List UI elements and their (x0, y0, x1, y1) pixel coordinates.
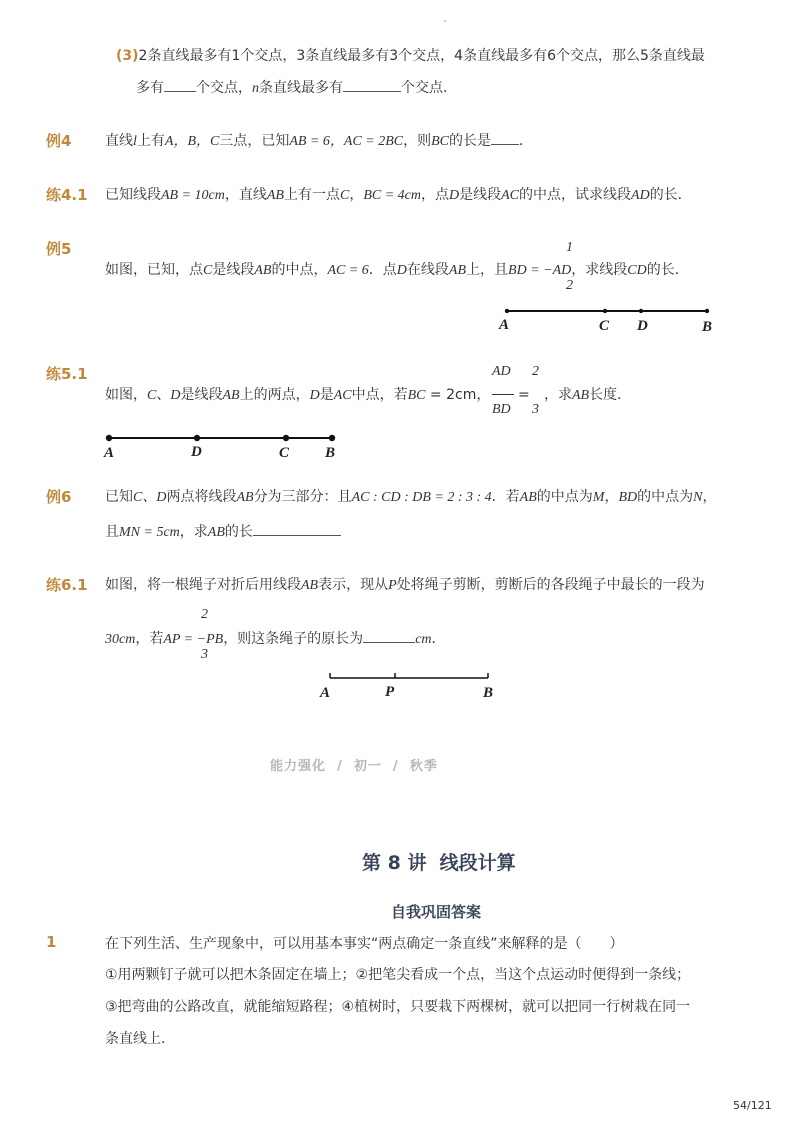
problem-3-line1 (116, 46, 705, 66)
text: 上的两点， (239, 387, 310, 403)
question-1-line4: 条直线上． (105, 1031, 175, 1047)
text: ．点 (368, 262, 397, 278)
question-1-number: 1 (46, 933, 57, 951)
point-d (639, 309, 643, 313)
math: 30cm (105, 632, 136, 647)
text: 如图， (105, 387, 147, 403)
practice-5-1-text-a (105, 385, 490, 406)
math: BD = −AD (508, 263, 572, 278)
example-4-label: 例4 (46, 132, 72, 150)
text: ． (519, 133, 534, 149)
math: D (170, 388, 181, 403)
math: AB (448, 263, 467, 278)
math: M (592, 490, 605, 505)
practice-5-1-label: 练5.1 (46, 365, 88, 383)
answer-blank[interactable] (491, 144, 519, 145)
math: AC (333, 388, 352, 403)
fraction-bar (492, 394, 514, 395)
math: C (203, 263, 213, 278)
math: C、D (133, 490, 167, 505)
text: 上有一点 (283, 187, 340, 203)
point-b (329, 435, 335, 441)
math: AB (222, 388, 240, 403)
label-p: P (385, 684, 395, 700)
example-5-figure (495, 300, 725, 336)
label-b: B (325, 445, 336, 461)
question-1-line2: ①用两颗钉子就可以把木条固定在墙上；②把笔尖看成一个点，当这个点运动时便得到一条线； (105, 967, 691, 983)
math: D (449, 188, 460, 203)
text: 中点，若 (351, 387, 408, 403)
math: AB (572, 388, 590, 403)
math: BC (407, 388, 426, 403)
math: AB = 6，AC = 2BC (289, 134, 404, 149)
point-d (194, 435, 200, 441)
text: ，求 (179, 524, 208, 540)
math: AB (266, 188, 284, 203)
text: 是线段 (180, 387, 223, 403)
math: AB (254, 263, 272, 278)
math: AD (631, 188, 650, 203)
question-1-line3: ③把弯曲的公路改直，就能缩短路程；④植树时，只要栽下两棵树，就可以把同一行树栽在同一 (105, 999, 691, 1015)
text: 且 (105, 524, 119, 540)
text: 在线段 (406, 262, 449, 278)
label-a: A (104, 445, 115, 461)
text: ，点 (421, 187, 449, 203)
math: AC : CD : DB = 2 : 3 : 4 (351, 490, 492, 505)
fraction-2-den: 3 (532, 402, 539, 417)
example-5-label: 例5 (46, 240, 72, 258)
example-4-text (105, 131, 533, 152)
answer-blank[interactable] (363, 642, 415, 643)
answer-blank[interactable] (253, 535, 341, 536)
answer-blank[interactable] (164, 91, 196, 92)
math: AB (301, 578, 319, 593)
text: 两点将线段 (166, 489, 237, 505)
text: 处将绳子剪断，剪断后的各段绳子中最长的一段为 (396, 577, 705, 593)
problem-3-number: (3) (116, 48, 139, 64)
point-c (283, 435, 289, 441)
practice-6-1-line1 (105, 575, 705, 596)
example-6-line2 (105, 522, 341, 543)
example-6-label: 例6 (46, 488, 72, 506)
point-a (505, 309, 509, 313)
math: P (388, 578, 397, 593)
fraction-denominator: 2 (566, 278, 573, 293)
problem-3-line2 (136, 78, 457, 99)
text: 条直线最多有 (259, 80, 343, 96)
question-1-line1: 在下列生活、生产现象中，可以用基本事实“两点确定一条直线”来解释的是（ ） (105, 936, 624, 952)
text: ，直线 (224, 187, 267, 203)
point-c (603, 309, 607, 313)
text: 个交点． (401, 80, 457, 96)
math: AB (519, 490, 537, 505)
math: cm (415, 632, 432, 647)
text: 已知线段 (105, 187, 161, 203)
text: 长度． (589, 387, 632, 403)
text: ，则这条绳子的原长为 (223, 631, 364, 647)
fraction-2-num: 2 (532, 364, 539, 379)
problem-3-text: 2条直线最多有1个交点，3条直线最多有3个交点，4条直线最多有6个交点，那么5条直线最 (138, 48, 705, 64)
text: 多有 (136, 80, 164, 96)
practice-6-1-figure (318, 668, 498, 702)
top-mark: - (443, 14, 447, 27)
label-c: C (279, 445, 290, 461)
text: 是线段 (459, 187, 502, 203)
text: 如图，将一根绳子对折后用线段 (105, 577, 301, 593)
point-b (705, 309, 709, 313)
text: 上，且 (466, 262, 509, 278)
practice-6-1-label: 练6.1 (46, 576, 88, 594)
label-a: A (320, 685, 331, 701)
text: ，求 (544, 387, 572, 403)
text: 是 (319, 387, 334, 403)
example-5-text (105, 260, 689, 281)
math: AB = 10cm (161, 188, 225, 203)
fraction-bd: BD (492, 402, 511, 417)
text: 的长是 (449, 133, 492, 149)
math: AB (207, 525, 225, 540)
math-n: n (252, 81, 259, 96)
text: = 2cm， (425, 387, 491, 403)
text: ．若 (491, 489, 520, 505)
text: 的中点，试求线段 (519, 187, 632, 203)
text: 直线 (105, 133, 133, 149)
label-d: D (637, 318, 648, 334)
label-b: B (483, 685, 494, 701)
fraction-equals: = (518, 387, 530, 403)
text: 已知 (105, 489, 133, 505)
text: 三点，已知 (219, 133, 290, 149)
math: C (147, 388, 157, 403)
example-6-line1 (105, 487, 716, 508)
fraction-numerator: 1 (566, 240, 573, 255)
lecture-title: 第 8 讲 线段计算 (362, 852, 516, 874)
answer-blank[interactable] (343, 91, 401, 92)
text: ， (604, 489, 619, 505)
text: 的中点为 (536, 489, 593, 505)
text: 上有 (136, 133, 165, 149)
math: AP = −PB (163, 632, 224, 647)
math: l (133, 134, 137, 149)
practice-5-1-figure (100, 428, 340, 462)
math: AC (501, 188, 520, 203)
text: 、 (156, 387, 171, 403)
math: BC = 4cm (363, 188, 421, 203)
point-a (106, 435, 112, 441)
course-tag: 能力强化 / 初一 / 秋季 (270, 759, 438, 774)
text: 表示，现从 (318, 577, 389, 593)
text: 如图，已知，点 (105, 262, 203, 278)
text: 的长． (646, 262, 689, 278)
text: 个交点， (196, 80, 252, 96)
practice-6-1-line2 (105, 629, 446, 650)
practice-5-1-text-b (544, 385, 631, 406)
answers-title: 自我巩固答案 (391, 903, 482, 921)
label-d: D (191, 444, 202, 460)
practice-4-1-label: 练4.1 (46, 186, 88, 204)
text: ，若 (135, 631, 164, 647)
text: ， (702, 489, 717, 505)
fraction-denominator: 3 (201, 647, 208, 662)
label-c: C (599, 318, 610, 334)
math: CD (627, 263, 647, 278)
text: ，求线段 (571, 262, 628, 278)
text: 的长． (649, 187, 692, 203)
text: 的长 (224, 524, 253, 540)
fraction-numerator: 2 (201, 607, 208, 622)
text: 的中点， (271, 262, 328, 278)
math: N (693, 490, 703, 505)
math: BD (618, 490, 638, 505)
label-a: A (499, 317, 510, 333)
text: 分为三部分：且 (253, 489, 352, 505)
text: ，则 (403, 133, 432, 149)
math: BC (431, 134, 450, 149)
math: AB (236, 490, 254, 505)
text: ， (349, 187, 364, 203)
text: 的中点为 (637, 489, 694, 505)
math: MN = 5cm (119, 525, 180, 540)
page-number: 54/121 (733, 1099, 772, 1112)
math: D (309, 388, 320, 403)
math: AC = 6 (327, 263, 369, 278)
fraction-ad: AD (492, 364, 511, 379)
math: C (339, 188, 350, 203)
math: A，B，C (164, 134, 220, 149)
practice-4-1-text (105, 185, 692, 206)
math: D (396, 263, 407, 278)
text: ． (431, 631, 446, 647)
label-b: B (702, 319, 713, 335)
text: 是线段 (212, 262, 255, 278)
